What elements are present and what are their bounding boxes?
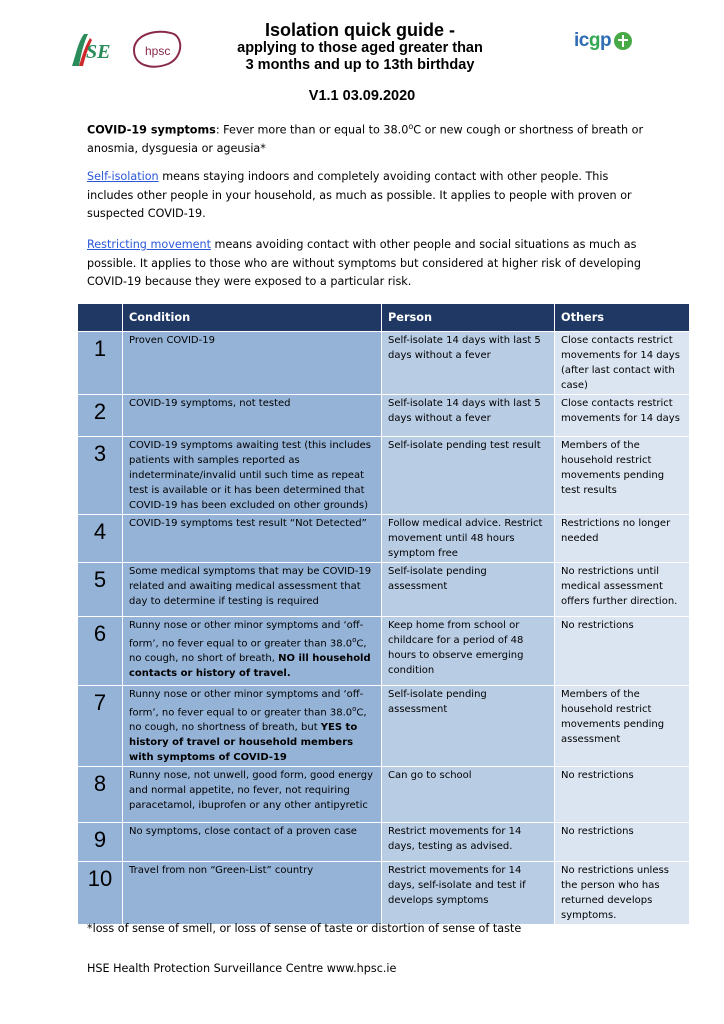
- degree-super: o: [352, 705, 357, 713]
- self-isolation-text: means staying indoors and completely avoiding contact with other people. This includes other people in your household, as much as possible. It applies to people with proven or suspected COVID-19.: [87, 170, 632, 220]
- self-isolation-link[interactable]: Self-isolation: [87, 170, 159, 183]
- row-condition: [123, 686, 382, 767]
- svg-text:hpsc: hpsc: [145, 44, 171, 58]
- header-condition: Condition: [123, 304, 382, 332]
- table-row: [78, 617, 690, 686]
- row-condition: COVID-19 symptoms, not tested: [123, 395, 382, 437]
- row-others: No restrictions until medical assessment offers further direction.: [555, 563, 690, 617]
- row-number: 9: [78, 823, 123, 862]
- header-others: Others: [555, 304, 690, 332]
- table-row: [78, 686, 690, 767]
- row-others: No restrictions: [555, 617, 690, 686]
- self-isolation-paragraph: [87, 168, 647, 224]
- restricting-text: means avoiding contact with other people and social situations as much as possible. It applies to those who are without symptoms but considered at higher risk of developing COVID-19 because they were exposed to a particular risk.: [87, 238, 641, 288]
- table-row: [78, 395, 690, 437]
- restricting-paragraph: [87, 236, 647, 292]
- symptoms-text-b: C or new cough or shortness of breath or anosmia, dysguesia or ageusia*: [87, 123, 644, 156]
- table-row: [78, 332, 690, 395]
- condition-text-a: Runny nose or other minor symptoms and ‘off-form’, no fever equal to or greater than 38.0: [129, 620, 364, 650]
- row-others: Close contacts restrict movements for 14 days: [555, 395, 690, 437]
- condition-text-b: C, no cough, no shortness of breath, but: [129, 707, 367, 734]
- version-label: V1.1 03.09.2020: [308, 88, 416, 104]
- row-condition: Some medical symptoms that may be COVID-19 related and awaiting medical assessment that day to determine if testing is required: [123, 563, 382, 617]
- row-condition: COVID-19 symptoms test result “Not Detected”: [123, 515, 382, 563]
- row-number: 6: [78, 617, 123, 686]
- hse-logo: [70, 28, 118, 70]
- hpsc-logo: [128, 28, 186, 70]
- row-person: Keep home from school or childcare for a period of 48 hours to observe emerging condition: [382, 617, 555, 686]
- row-person: Self-isolate pending assessment: [382, 686, 555, 767]
- page-subtitle-line1: applying to those aged greater than: [237, 40, 483, 56]
- condition-bold: YES to history of travel or household members with symptoms of COVID-19: [129, 722, 358, 764]
- row-condition: COVID-19 symptoms awaiting test (this includes patients with samples reported as indeterminate/invalid until such time as repeat test is available or it has been determined that COVID-19 has been excluded on other grounds): [123, 437, 382, 515]
- row-person: Follow medical advice. Restrict movement until 48 hours symptom free: [382, 515, 555, 563]
- row-number: 7: [78, 686, 123, 767]
- degree-super: o: [352, 636, 357, 644]
- page-subtitle-line2: 3 months and up to 13th birthday: [245, 57, 475, 73]
- row-person: Restrict movements for 14 days, testing as advised.: [382, 823, 555, 862]
- table-row: [78, 563, 690, 617]
- table-row: [78, 862, 690, 925]
- row-condition: No symptoms, close contact of a proven case: [123, 823, 382, 862]
- row-person: Self-isolate pending assessment: [382, 563, 555, 617]
- row-others: No restrictions: [555, 767, 690, 823]
- row-others: Members of the household restrict movements pending test results: [555, 437, 690, 515]
- row-number: 2: [78, 395, 123, 437]
- icgp-logo: icgp: [574, 26, 634, 70]
- symptoms-text-a: : Fever more than or equal to 38.0: [215, 123, 409, 137]
- row-person: Restrict movements for 14 days, self-isolate and test if develops symptoms: [382, 862, 555, 925]
- row-number: 10: [78, 862, 123, 925]
- row-number: 5: [78, 563, 123, 617]
- symptoms-paragraph: [87, 118, 647, 159]
- svg-text:SE: SE: [86, 41, 111, 63]
- row-person: Can go to school: [382, 767, 555, 823]
- condition-bold: NO ill household contacts or history of travel.: [129, 653, 371, 680]
- degree-super: o: [408, 122, 414, 131]
- row-others: Members of the household restrict movements pending assessment: [555, 686, 690, 767]
- row-others: No restrictions: [555, 823, 690, 862]
- row-person: Self-isolate 14 days with last 5 days without a fever: [382, 332, 555, 395]
- footnote: *loss of sense of smell, or loss of sense of taste or distortion of sense of taste: [87, 922, 522, 935]
- condition-text-b: C, no cough, no short of breath,: [129, 638, 367, 665]
- table-row: [78, 767, 690, 823]
- table-row: [78, 823, 690, 862]
- table-row: [78, 515, 690, 563]
- row-number: 4: [78, 515, 123, 563]
- row-condition: Runny nose, not unwell, good form, good energy and normal appetite, no fever, not requiring paracetamol, ibuprofen or any other antipyretic: [123, 767, 382, 823]
- symptoms-label: COVID-19 symptoms: [87, 123, 216, 137]
- row-condition: Travel from non “Green-List” country: [123, 862, 382, 925]
- header-num: [78, 304, 123, 332]
- row-others: Close contacts restrict movements for 14 days (after last contact with case): [555, 332, 690, 395]
- row-person: Self-isolate pending test result: [382, 437, 555, 515]
- page-footer: HSE Health Protection Surveillance Centre www.hpsc.ie: [87, 962, 397, 975]
- cross-icon: [614, 32, 632, 50]
- row-number: 3: [78, 437, 123, 515]
- table-header-row: [78, 304, 690, 332]
- row-condition: [123, 617, 382, 686]
- row-person: Self-isolate 14 days with last 5 days without a fever: [382, 395, 555, 437]
- isolation-table: [77, 303, 690, 925]
- row-others: No restrictions unless the person who has returned develops symptoms.: [555, 862, 690, 925]
- row-number: 8: [78, 767, 123, 823]
- row-number: 1: [78, 332, 123, 395]
- restricting-movement-link[interactable]: Restricting movement: [87, 238, 211, 251]
- header-person: Person: [382, 304, 555, 332]
- table-row: [78, 437, 690, 515]
- page-title: Isolation quick guide -: [264, 20, 455, 40]
- row-condition: Proven COVID-19: [123, 332, 382, 395]
- row-others: Restrictions no longer needed: [555, 515, 690, 563]
- condition-text-a: Runny nose or other minor symptoms and ‘off-form’, no fever equal to or greater than 38.0: [129, 689, 364, 719]
